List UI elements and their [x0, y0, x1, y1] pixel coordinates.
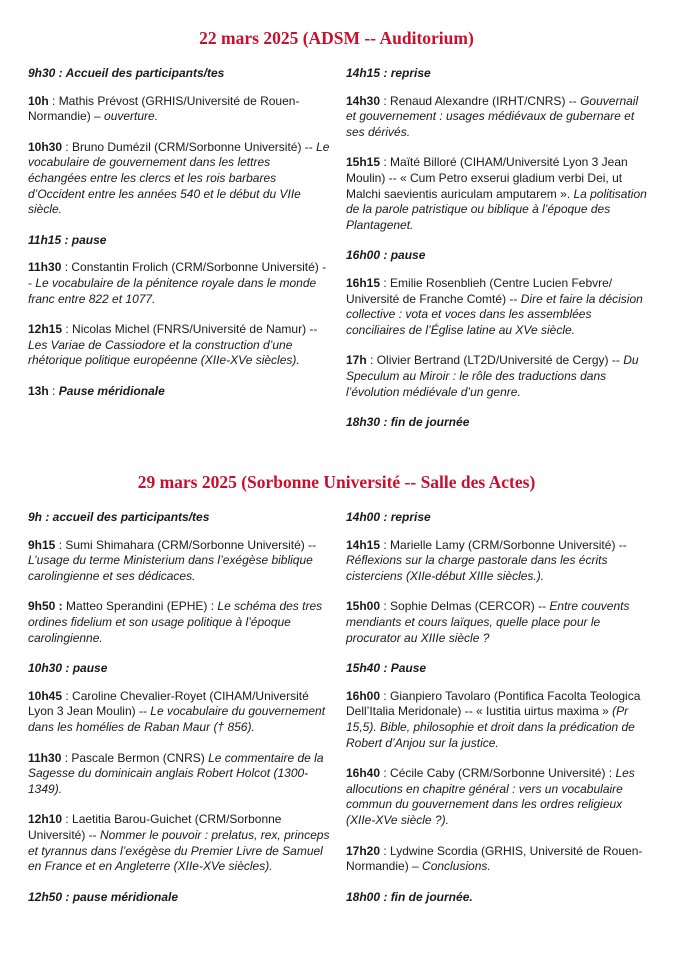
schedule-entry: [28, 812, 330, 874]
entry-talk-title: Réflexions sur la charge pastorale dans les écrits cisterciens (XIIe-début XIIIe siècles.).: [346, 553, 608, 583]
entry-time: 16h15: [346, 275, 381, 290]
schedule-entry: [346, 766, 648, 828]
day2-left-column: [28, 510, 330, 917]
break-label: 12h50 : pause méridionale: [28, 889, 179, 904]
break-label: 14h15 : reprise: [346, 66, 431, 80]
schedule-entry: [346, 689, 648, 751]
schedule-entry: [28, 260, 330, 307]
entry-talk-title: Les allocutions en chapitre général : vers un vocabulaire commun du gouvernement dans les ordres religieux (XIIe-XVe siècle ?).: [346, 766, 635, 827]
entry-talk-title: Dire et faire la décision collective : vota et voces dans les assemblées conciliaires de l’Église latine au XVe siècle.: [346, 291, 643, 337]
entry-time: 17h20: [346, 843, 381, 858]
entry-talk-title: (Pr 15,5). Bible, philosophie et droit dans la prédication de Robert d’Anjou sur la justice.: [346, 704, 635, 750]
entry-speaker: : Cécile Caby (CRM/Sorbonne Université) :: [380, 766, 616, 781]
entry-speaker: : Sumi Shimahara (CRM/Sorbonne Université) --: [55, 537, 317, 552]
break-label: 18h00 : fin de journée.: [346, 889, 473, 904]
entry-speaker: : Bruno Dumézil (CRM/Sorbonne Université) --: [62, 139, 317, 154]
entry-talk-title: Nommer le pouvoir : prelatus, rex, princeps et tyrannus dans l’exégèse du Premier Livre de Samuel en France et en Angleterre (XIIe-XVe siècles).: [28, 827, 330, 874]
schedule-entry: [346, 276, 648, 338]
schedule-break: [28, 510, 330, 526]
entry-talk-title: Le vocabulaire du gouvernement dans les homélies de Raban Maur († 856).: [28, 704, 326, 734]
entry-talk-title: Du Speculum au Miroir : le rôle des traductions dans l’évolution médiévale d’un genre.: [346, 353, 639, 399]
schedule-break: [28, 661, 330, 677]
entry-speaker: : Emilie Rosenblieh (Centre Lucien Febvre/ Université de Franche Comté) --: [346, 275, 613, 306]
break-label: 9h : accueil des participants/tes: [28, 510, 210, 524]
entry-talk-title: Le vocabulaire de gouvernement dans les lettres échangées entre les clercs et les rois barbares d’Occident entre les années 540 et le début du VIIe siècle.: [28, 139, 330, 217]
entry-talk-title: Gouvernail et gouvernement : usages médiévaux de gubernare et ses dérivés.: [346, 93, 639, 139]
schedule-entry: [28, 751, 330, 798]
day1-left-column: [28, 66, 330, 415]
entry-speaker: Matteo Sperandini (EPHE) :: [62, 599, 218, 614]
break-label: 16h00 : pause: [346, 248, 426, 263]
break-label: 9h30 : Accueil des participants/tes: [28, 66, 225, 80]
schedule-entry: [28, 140, 330, 218]
schedule-break: [28, 233, 330, 249]
entry-time: 15h00: [346, 599, 381, 614]
schedule-entry: [28, 322, 330, 369]
entry-time: 10h30: [28, 139, 63, 154]
break-label: 15h40 : Pause: [346, 661, 427, 676]
entry-speaker: : Mathis Prévost (GRHIS/Université de Rouen-Normandie) –: [28, 93, 300, 124]
schedule-break: [346, 66, 648, 82]
entry-speaker: : Olivier Bertrand (LT2D/Université de Cergy) --: [366, 353, 624, 368]
entry-speaker: : Pascale Bermon (CNRS): [61, 750, 209, 765]
entry-talk-title: Entre couvents mendiants et cours laïques, quelle place pour le procurator au XIIIe siècle ?: [346, 599, 630, 645]
break-label: 14h00 : reprise: [346, 510, 431, 524]
entry-speaker: : Gianpiero Tavolaro (Pontifica Facolta Teologica Dell’Italia Meridonale) -- « Iustitia uirtus maxima »: [346, 688, 641, 719]
entry-time: 10h45: [28, 688, 63, 703]
entry-speaker: : Caroline Chevalier-Royet (CIHAM/Université Lyon 3 Jean Moulin) --: [28, 688, 309, 719]
entry-speaker: : Renaud Alexandre (IRHT/CNRS) --: [380, 93, 581, 108]
entry-speaker: : Sophie Delmas (CERCOR) --: [380, 599, 550, 614]
schedule-break: [346, 248, 648, 264]
schedule-entry: [346, 94, 648, 141]
schedule-entry: [346, 538, 648, 585]
entry-time: 14h15: [346, 537, 381, 552]
entry-time: 11h30: [28, 750, 62, 765]
schedule-break: [28, 66, 330, 82]
entry-speaker: : Nicolas Michel (FNRS/Université de Namur) --: [62, 322, 318, 337]
schedule-break: [346, 510, 648, 526]
entry-time: 11h30: [28, 260, 62, 275]
day1-right-column: [346, 66, 648, 443]
entry-talk-title: Le vocabulaire de la pénitence royale dans le monde franc entre 822 et 1077.: [28, 275, 317, 306]
entry-speaker: : Marielle Lamy (CRM/Sorbonne Université) --: [380, 537, 627, 552]
entry-time: 15h15: [346, 155, 381, 170]
entry-time: 10h: [28, 93, 49, 108]
entry-break-label: Pause méridionale: [58, 383, 165, 398]
day2-right-column: [346, 510, 648, 917]
schedule-break: [346, 661, 648, 677]
break-label: 11h15 : pause: [28, 232, 107, 247]
entry-speaker: : Lydwine Scordia (GRHIS, Université de Rouen-Normandie) –: [346, 843, 643, 874]
entry-time: 9h15: [28, 537, 56, 552]
schedule-entry: [28, 384, 330, 400]
schedule-entry: [346, 353, 648, 400]
schedule-break: [346, 890, 648, 906]
entry-speaker: : Maïté Billoré (CIHAM/Université Lyon 3 Jean Moulin) -- « Cum Petro exserui gladium verbi Dei, ut Malchi saevientis auriculam amputarem ».: [346, 155, 628, 201]
entry-speaker: : Laetitia Barou-Guichet (CRM/Sorbonne Université) --: [28, 812, 282, 842]
entry-talk-title: L’usage du terme Ministerium dans l’exégèse biblique carolingienne et ses dédicaces.: [28, 553, 313, 583]
schedule-entry: [346, 599, 648, 646]
schedule-break: [28, 890, 330, 906]
schedule-entry: [346, 155, 648, 233]
schedule-entry: [28, 538, 330, 585]
break-label: 18h30 : fin de journée: [346, 415, 470, 430]
entry-time: 12h15: [28, 322, 63, 337]
entry-talk-title: Le schéma des tres ordines fidelium et son usage politique à l’époque carolingienne.: [28, 599, 323, 645]
entry-talk-title: Les Variae de Cassiodore et la construction d’une rhétorique politique européenne (XIIe-XVe siècles).: [28, 337, 300, 368]
entry-talk-title: Conclusions.: [422, 859, 491, 874]
entry-speaker: : Constantin Frolich (CRM/Sorbonne Université) --: [28, 260, 327, 290]
entry-time: 14h30: [346, 93, 381, 108]
entry-time: 12h10: [28, 812, 63, 827]
entry-talk-title: Le commentaire de la Sagesse du dominicain anglais Robert Holcot (1300-1349).: [28, 750, 324, 796]
day1-title: 22 mars 2025 (ADSM -- Auditorium): [199, 28, 474, 48]
day2-title: 29 mars 2025 (Sorbonne Université -- Salle des Actes): [137, 472, 536, 492]
entry-speaker: :: [48, 383, 59, 398]
entry-time: 16h00: [346, 688, 381, 703]
schedule-entry: [28, 689, 330, 736]
schedule-entry: [346, 844, 648, 875]
schedule-entry: [28, 94, 330, 125]
entry-time: 17h: [346, 353, 367, 368]
entry-time: 16h40: [346, 766, 381, 781]
schedule-entry: [28, 599, 330, 646]
schedule-break: [346, 415, 648, 431]
break-label: 10h30 : pause: [28, 661, 108, 676]
entry-time: 13h: [28, 383, 49, 398]
entry-talk-title: La politisation de la parole patristique ou biblique à l’époque des Plantagenet.: [346, 186, 647, 232]
entry-talk-title: ouverture.: [104, 109, 159, 124]
entry-time: 9h50 :: [28, 599, 63, 614]
